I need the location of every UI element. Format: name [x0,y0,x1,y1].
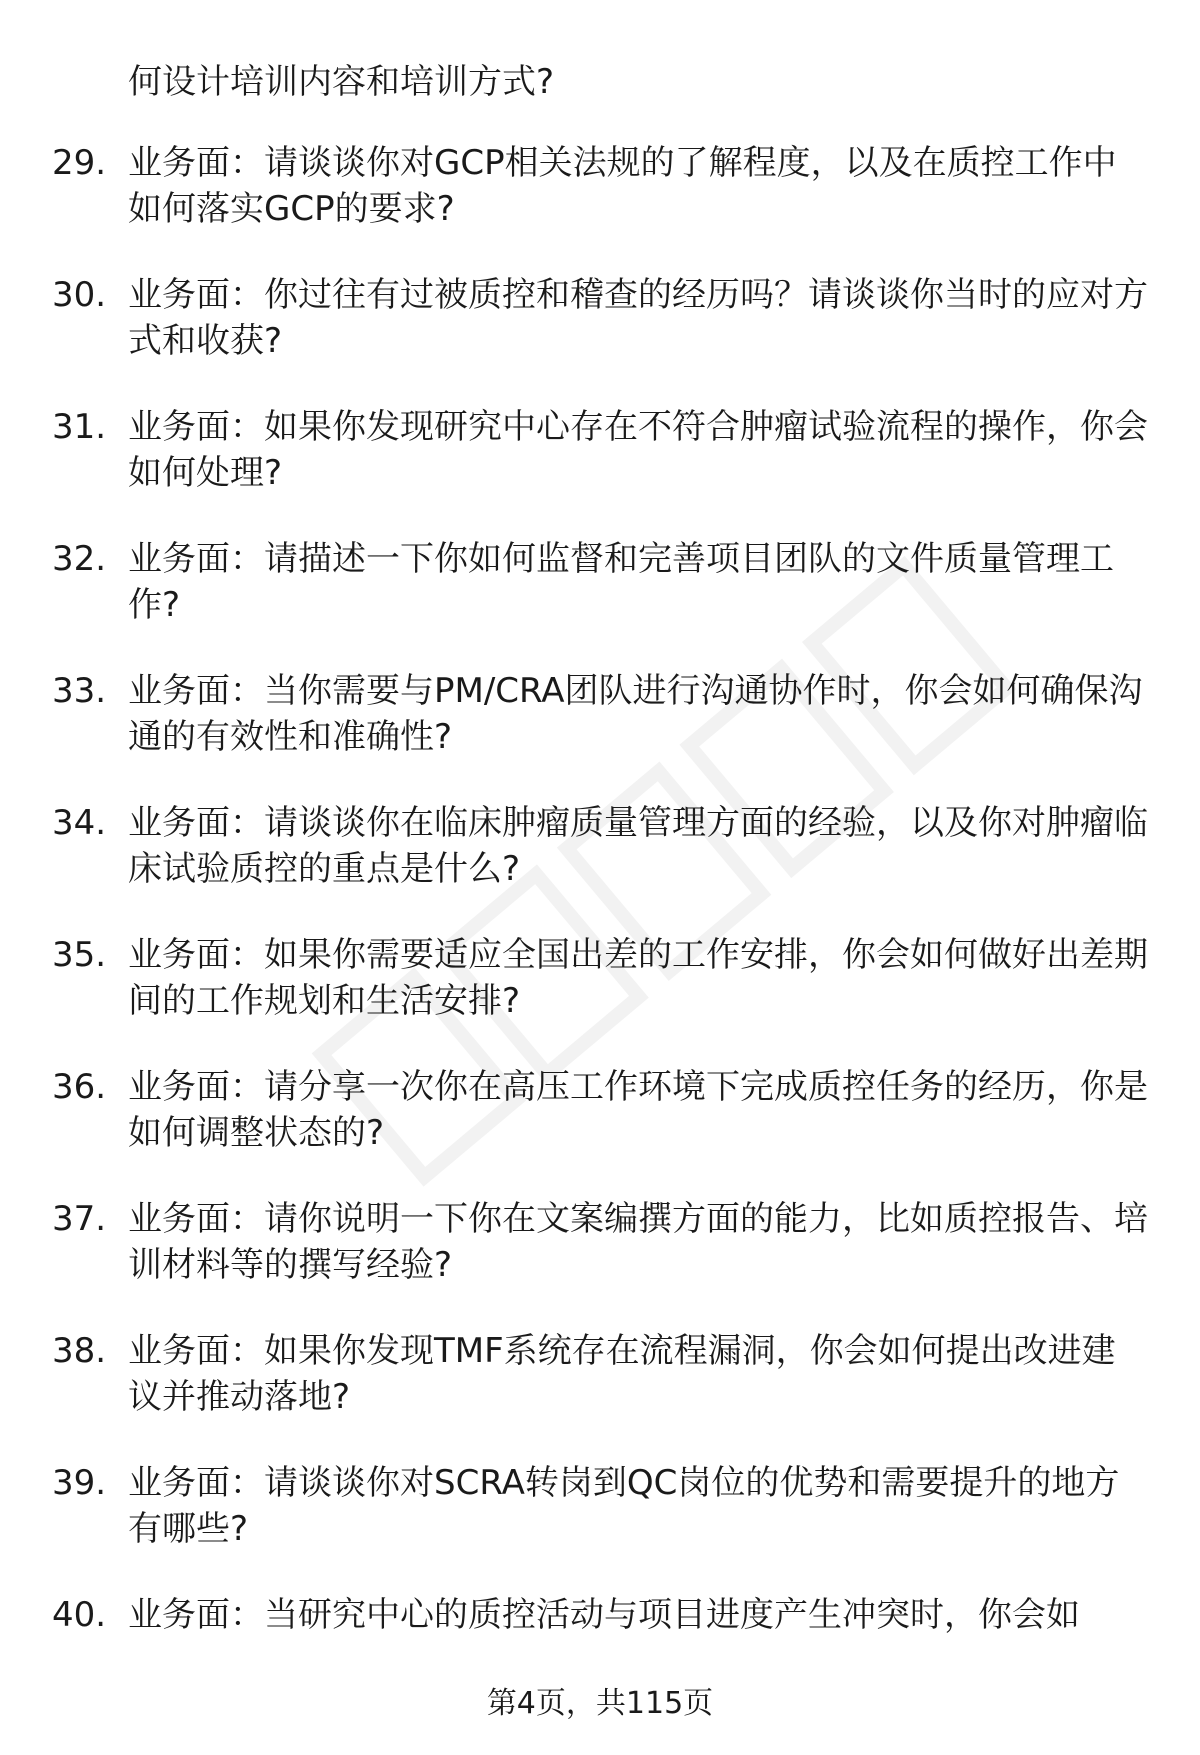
question-number: 39. [52,1463,107,1503]
question-number: 32. [52,539,107,579]
question-text: 业务面：请谈谈你对GCP相关法规的了解程度，以及在质控工作中如何落实GCP的要求? [128,143,1117,229]
question-text: 业务面：请谈谈你对SCRA转岗到QC岗位的优势和需要提升的地方有哪些? [128,1463,1120,1549]
question-text: 业务面：请分享一次你在高压工作环境下完成质控任务的经历，你是如何调整状态的? [128,1067,1148,1153]
list-item [0,1328,1200,1416]
question-text: 业务面：你过往有过被质控和稽查的经历吗？请谈谈你当时的应对方式和收获? [128,275,1148,361]
list-item [0,668,1200,756]
list-item [0,272,1200,360]
list-item [0,1592,1200,1680]
question-number: 30. [52,275,107,315]
list-item [0,404,1200,492]
list-item [0,932,1200,1020]
question-text: 业务面：如果你发现研究中心存在不符合肿瘤试验流程的操作，你会如何处理? [128,407,1148,493]
question-number: 40. [52,1595,107,1635]
list-item [0,1064,1200,1152]
question-text: 业务面：如果你发现TMF系统存在流程漏洞，你会如何提出改进建议并推动落地? [128,1331,1116,1417]
page-footer: 第4页，共115页 [486,1686,714,1721]
question-number: 34. [52,803,107,843]
list-item [0,1460,1200,1548]
question-text: 业务面：请你说明一下你在文案编撰方面的能力，比如质控报告、培训材料等的撰写经验? [128,1199,1148,1285]
list-item [0,800,1200,888]
continuation-line: 何设计培训内容和培训方式? [128,62,555,102]
question-number: 38. [52,1331,107,1371]
question-text: 业务面：当你需要与PM/CRA团队进行沟通协作时，你会如何确保沟通的有效性和准确性? [128,671,1143,757]
question-number: 36. [52,1067,107,1107]
question-text: 业务面：如果你需要适应全国出差的工作安排，你会如何做好出差期间的工作规划和生活安排? [128,935,1148,1021]
question-text: 业务面：请谈谈你在临床肿瘤质量管理方面的经验，以及你对肿瘤临床试验质控的重点是什么? [128,803,1148,889]
question-list [0,140,1200,1724]
question-number: 35. [52,935,107,975]
list-item [0,140,1200,228]
question-text: 业务面：请描述一下你如何监督和完善项目团队的文件质量管理工作? [128,539,1114,625]
list-item [0,1196,1200,1284]
question-number: 31. [52,407,107,447]
question-number: 33. [52,671,107,711]
question-number: 37. [52,1199,107,1239]
question-number: 29. [52,143,107,183]
question-text: 业务面：当研究中心的质控活动与项目进度产生冲突时，你会如 [128,1595,1080,1635]
list-item [0,536,1200,624]
